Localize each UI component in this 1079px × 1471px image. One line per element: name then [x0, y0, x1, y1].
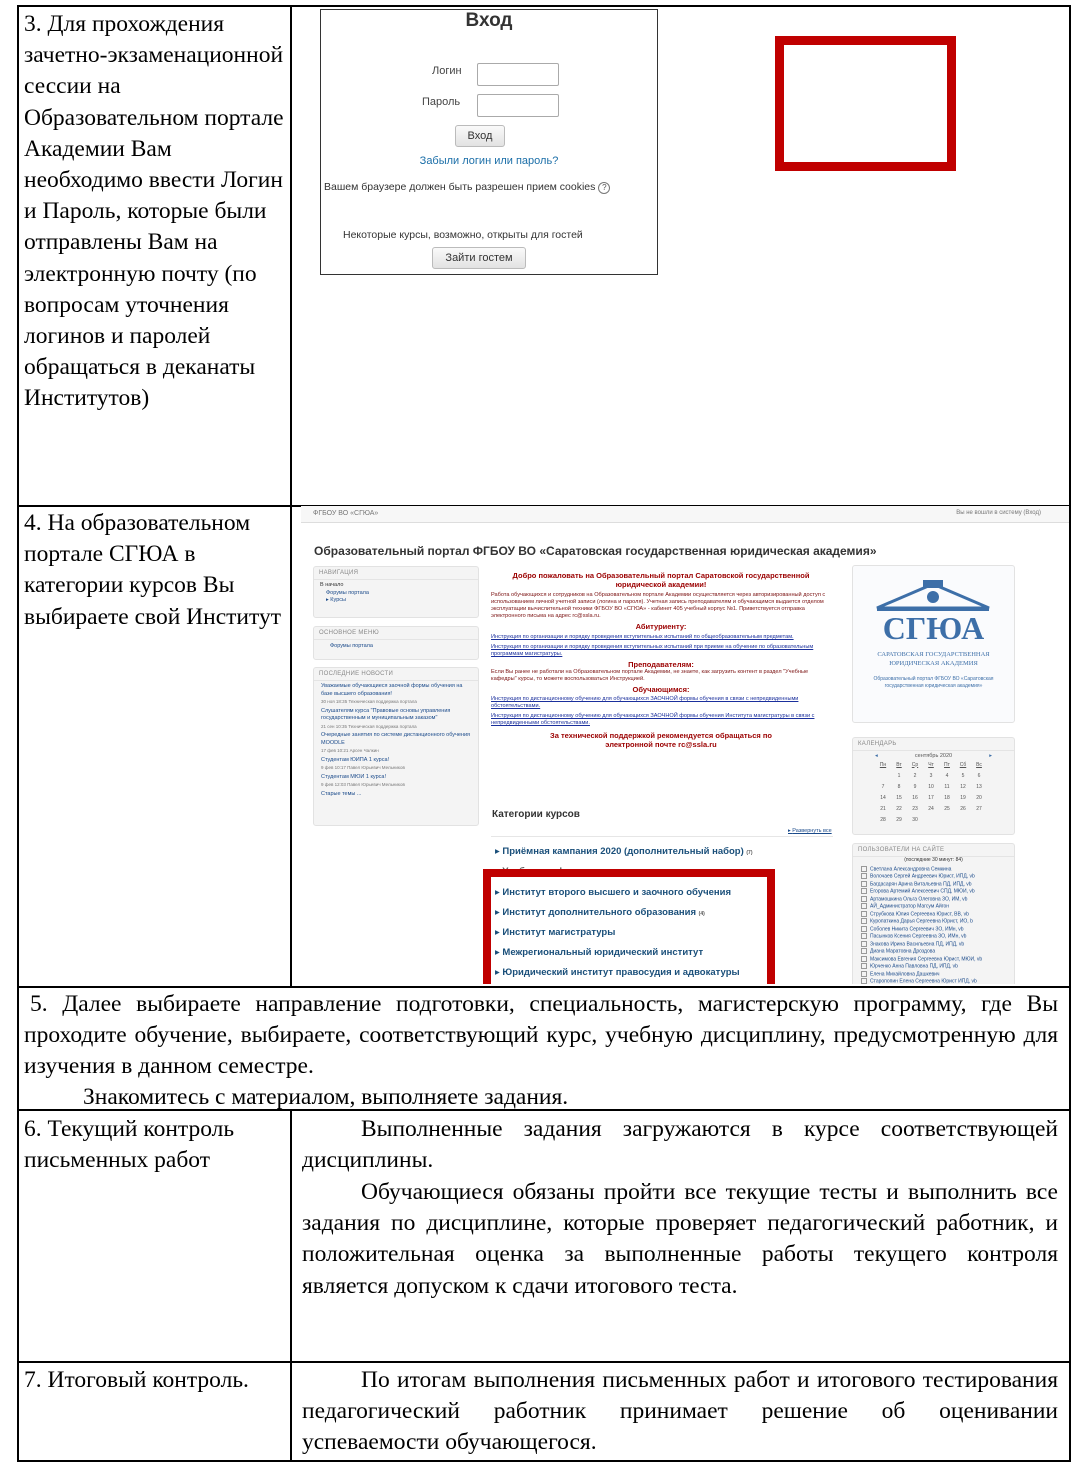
- nav-block: [313, 566, 479, 618]
- online-user-item[interactable]: [861, 956, 1006, 964]
- weekday: Чт: [928, 761, 934, 768]
- categories-divider: [491, 836, 833, 837]
- logo-caption: Образовательный портал ФГБОУ ВО «Саратовская государственная юридическая академия»: [873, 676, 994, 689]
- online-user-item[interactable]: [861, 971, 1006, 979]
- news-block-header: ПОСЛЕДНИЕ НОВОСТИ: [314, 668, 478, 681]
- calendar-day[interactable]: 23: [912, 805, 918, 812]
- online-user-item[interactable]: [861, 933, 1006, 941]
- category-item[interactable]: ▸ Приёмная кампания 2020 (дополнительный набор) (7): [495, 846, 753, 857]
- calendar-day[interactable]: 25: [944, 805, 950, 812]
- online-user-name: Максимова Евгения Сергеевна Юрист, МЮИ, vb: [870, 956, 983, 963]
- calendar-day[interactable]: 26: [960, 805, 966, 812]
- weekday: Пн: [879, 761, 887, 768]
- password-label: Пароль: [422, 96, 461, 108]
- portal-main: [301, 523, 1069, 984]
- table-border-right: [1069, 5, 1071, 1462]
- welcome-section: [491, 571, 831, 749]
- login-input[interactable]: [477, 63, 559, 86]
- portal-topbar-left: ФГБОУ ВО «СГЮА»: [313, 510, 379, 517]
- user-icon: [861, 941, 867, 947]
- category-item[interactable]: ▸ Институт дополнительного образования (4): [495, 907, 705, 918]
- online-user-name: Старопопин Елена Сергеевна Юрист ИПД, vb: [870, 978, 977, 984]
- news-item-meta: 21 сен 10:35 Техническая поддержка портала: [321, 723, 417, 729]
- category-item[interactable]: ▸ Институт второго высшего и заочного обучения: [495, 887, 731, 898]
- logo-block: [852, 565, 1015, 723]
- row5-paragraph-2: Знакомитесь с материалом, выполняете задания.: [83, 1084, 569, 1110]
- calendar-day[interactable]: 29: [896, 816, 902, 823]
- calendar-day[interactable]: 27: [976, 805, 982, 812]
- calendar-day[interactable]: [939, 814, 955, 825]
- online-user-name: Елена Михайловна Дашкевич: [870, 971, 940, 978]
- calendar-day[interactable]: 14: [880, 794, 886, 801]
- calendar-day[interactable]: [955, 814, 971, 825]
- online-user-item[interactable]: [861, 941, 1006, 949]
- user-icon: [861, 948, 867, 954]
- online-user-name: Струбкова Юлия Сергеевна Юрист, ВВ, vb: [870, 911, 969, 918]
- online-user-name: Багдасарян Арина Витальевна ПД, ИПД, vb: [870, 880, 972, 887]
- calendar-day[interactable]: 21: [880, 805, 886, 812]
- calendar-day[interactable]: 4: [945, 772, 949, 779]
- calendar-day[interactable]: 13: [976, 783, 982, 790]
- user-icon: [861, 933, 867, 939]
- table-border-top: [17, 5, 1070, 7]
- academy-logo-icon: [873, 578, 993, 612]
- row6-label: 6. Текущий контроль письменных работ: [24, 1116, 235, 1174]
- row-divider-4-5: [17, 986, 1070, 988]
- online-user-item[interactable]: [861, 948, 1006, 956]
- help-icon[interactable]: ?: [598, 182, 610, 194]
- academy-abbr: СГЮА: [882, 610, 985, 646]
- online-users-subtitle: (последние 30 минут: 84): [904, 857, 963, 863]
- online-user-item[interactable]: [861, 978, 1006, 984]
- calendar-header: КАЛЕНДАРЬ: [853, 738, 1014, 751]
- row-divider-6-7: [17, 1361, 1070, 1363]
- forgot-password-link[interactable]: Забыли логин или пароль?: [419, 155, 559, 167]
- support-note: За технической поддержкой рекомендуется обращаться по электронной почте rc@ssla.ru: [550, 731, 772, 749]
- calendar-day[interactable]: [971, 814, 987, 825]
- online-user-item[interactable]: [861, 881, 1006, 889]
- news-item-title[interactable]: Студентам МЮИ 1 курса!: [321, 773, 387, 780]
- user-icon: [861, 918, 867, 924]
- user-icon: [861, 888, 867, 894]
- welcome-text: Работа обучающихся и сотрудников на Образовательном портале Академии осуществляется через авторизированный доступ с использованием личной учетной записи (логина и пароля). Учетная запись преподавателям и обучающимся выдается отделом эксплуатации вычислительной техники ФГБОУ ВО «СГЮА» - кабинет 405 учебный корпус №1. Приветствуется отправка электронного письма на адрес rc@ssla.ru.: [491, 592, 826, 619]
- calendar-month: сентябрь 2020: [914, 753, 953, 759]
- guest-note: Некоторые курсы, возможно, открыты для гостей: [343, 229, 583, 241]
- weekday: Пт: [944, 761, 950, 768]
- calendar-day[interactable]: [923, 814, 939, 825]
- online-user-item[interactable]: [861, 866, 1006, 874]
- user-icon: [861, 881, 867, 887]
- calendar-day[interactable]: 20: [976, 794, 982, 801]
- calendar-day[interactable]: 7: [881, 783, 885, 790]
- portal-topbar-right[interactable]: Вы не вошли в систему (Вход): [956, 510, 1041, 516]
- category-item[interactable]: ▸ Юридический институт правосудия и адвокатуры: [495, 967, 740, 978]
- news-item-meta: 17 фев 10:21 Арсен Чалкин: [321, 748, 379, 753]
- online-users-list: [853, 865, 1014, 985]
- calendar-day[interactable]: 9: [913, 783, 917, 790]
- calendar-day[interactable]: 10: [928, 783, 934, 790]
- academy-name-1: САРАТОВСКАЯ ГОСУДАРСТВЕННАЯ: [877, 651, 990, 658]
- online-user-name: Куропаткина Дарья Сергеевна Юрист, ИО, b: [870, 918, 973, 925]
- news-older-link[interactable]: Старые темы ...: [321, 790, 362, 797]
- calendar-day[interactable]: 12: [960, 783, 966, 790]
- calendar-day[interactable]: 1: [897, 772, 901, 779]
- portal-screenshot: [301, 506, 1069, 984]
- calendar-day[interactable]: 5: [961, 772, 965, 779]
- news-item-meta: 9 фев 10:17 Павел Юрьевич Мельников: [321, 765, 405, 770]
- online-user-name: Волочаев Сергей Андреевич Юрист, ИПД, vb: [870, 873, 975, 880]
- applicants-link[interactable]: Инструкция по организации и порядку проведения вступительных испытаний при приеме на обучение по образовательным программам магистратуры.: [491, 644, 814, 657]
- calendar-block: [852, 737, 1015, 835]
- categories-heading: Категории курсов: [492, 809, 580, 820]
- portal-title: Образовательный портал ФГБОУ ВО «Саратовская государственная юридическая академия»: [314, 544, 877, 558]
- next-month-icon[interactable]: ▸: [989, 753, 992, 759]
- category-item[interactable]: ▸ Институт магистратуры: [495, 927, 616, 938]
- weekday: Ср: [911, 761, 919, 768]
- calendar-day[interactable]: 17: [928, 794, 934, 801]
- col-divider-1: [290, 5, 292, 987]
- students-link[interactable]: Инструкция по дистанционному обучению для обучающихся ЗАОЧНОЙ формы обучения Института магистратуры в связи с непредвиденными обстоятельствами.: [491, 713, 815, 726]
- calendar-day[interactable]: 6: [977, 772, 981, 779]
- online-user-item[interactable]: [861, 903, 1006, 911]
- calendar-day[interactable]: 30: [912, 816, 918, 823]
- calendar-day[interactable]: [875, 770, 891, 781]
- online-user-item[interactable]: [861, 926, 1006, 934]
- user-icon: [861, 903, 867, 909]
- user-icon: [861, 978, 867, 984]
- user-icon: [861, 896, 867, 902]
- table-border-left: [17, 5, 19, 1462]
- students-link[interactable]: Инструкция по дистанционному обучению для обучающихся ЗАОЧНОЙ формы обучения в связи с непредвиденными обстоятельствами.: [491, 696, 799, 709]
- main-menu-block: [313, 626, 479, 660]
- online-user-name: Диана Маратовна Дроздова: [870, 948, 936, 955]
- calendar-day[interactable]: 24: [928, 805, 934, 812]
- row4-instruction: 4. На образовательном портале СГЮА в категории курсов Вы выбираете свой Институт: [24, 510, 281, 630]
- guest-login-button[interactable]: Зайти гостем: [432, 247, 526, 269]
- table-border-bottom: [17, 1460, 1070, 1462]
- row5-paragraph-1: 5. Далее выбираете направление подготовки, специальность, магистерскую программу, где Вы проходите обучение, выбираете, соответствующий курс, учебную дисциплину, предусмотренную для изучения в данном семестре.: [24, 991, 1058, 1080]
- row6-paragraph-1: Выполненные задания загружаются в курсе соответствующей дисциплины.: [302, 1116, 1058, 1174]
- online-user-item[interactable]: [861, 873, 1006, 881]
- category-item[interactable]: ▸ Межрегиональный юридический институт: [495, 947, 704, 958]
- online-user-name: Артамошкина Ольга Олеговна ЗО, ИМ, vb: [870, 895, 968, 902]
- online-user-name: АЙ_Администратор Магсум Айгон: [870, 903, 950, 910]
- portal-topbar: [301, 506, 1069, 523]
- news-item-meta: 9 фев 12:03 Павел Юрьевич Мельников: [321, 782, 405, 787]
- teachers-text: Если Вы ранее не работали на Образовательном портале Академии, не знаете, как загрузить контент в раздел "Учебные кафедры" курсы, то можете воспользоваться Инструкцией.: [491, 669, 809, 682]
- login-title: Вход: [465, 10, 513, 31]
- nav-item-courses[interactable]: ▸ Курсы: [326, 597, 346, 603]
- online-users-header: ПОЛЬЗОВАТЕЛИ НА САЙТЕ: [853, 844, 1014, 857]
- prev-month-icon[interactable]: ◂: [875, 753, 878, 759]
- online-user-name: Егорова Артемий Алексеевич СПД, МЮИ, vb: [870, 888, 975, 895]
- menu-item-forums[interactable]: Форумы портала: [330, 643, 373, 649]
- online-user-item[interactable]: [861, 911, 1006, 919]
- news-item-title[interactable]: Уважаемые обучающиеся заочной формы обучения на базе высшего образования!: [321, 683, 463, 697]
- weekday: Сб: [959, 761, 967, 768]
- row6-paragraph-2: Обучающиеся обязаны пройти все текущие тесты и выполнить все задания по дисциплине, которые проверяет педагогический работник, и положительная оценка за выполненные работы текущего контроля является допуском к сдачи итогового теста.: [302, 1179, 1058, 1299]
- calendar-grid: [875, 759, 987, 825]
- password-input[interactable]: [477, 94, 559, 117]
- nav-item-home[interactable]: В начало: [320, 582, 344, 588]
- highlight-frame: [775, 36, 956, 171]
- applicants-link[interactable]: Инструкция по организации и порядку проведения вступительных испытаний по общеобразовательным предметам.: [491, 634, 794, 640]
- user-icon: [861, 971, 867, 977]
- cookies-note: [324, 181, 610, 194]
- news-item-meta: 30 ноя 18:35 Техническая поддержка портала: [321, 699, 417, 704]
- calendar-day[interactable]: 16: [912, 794, 918, 801]
- cookies-note-text: Вашем браузере должен быть разрешен прием cookies: [324, 181, 596, 193]
- academy-name-2: ЮРИДИЧЕСКАЯ АКАДЕМИЯ: [889, 660, 978, 667]
- calendar-day[interactable]: 22: [896, 805, 902, 812]
- user-icon: [861, 926, 867, 932]
- login-label: Логин: [432, 65, 462, 77]
- weekday: Вт: [896, 761, 902, 768]
- user-icon: [861, 866, 867, 872]
- login-screenshot: [320, 9, 658, 275]
- user-icon: [861, 963, 867, 969]
- expand-all-link[interactable]: ▸ Развернуть все: [788, 828, 832, 834]
- news-item-title[interactable]: Слушателям курса "Правовые основы управления государственным и муниципальным заказом": [321, 707, 451, 721]
- row3-instruction: 3. Для прохождения зачетно-экзаменационной сессии на Образовательном портале Академии Вам необходимо ввести Логин и Пароль, которые были отправлены Вам на электронную почту (по вопросам уточнения логинов и паролей обращаться в деканаты Институтов): [24, 11, 284, 412]
- user-icon: [861, 911, 867, 917]
- col-divider-2: [290, 1110, 292, 1460]
- user-icon: [861, 956, 867, 962]
- calendar-day[interactable]: 15: [896, 794, 902, 801]
- login-button[interactable]: Вход: [455, 125, 505, 147]
- calendar-day[interactable]: 11: [944, 783, 950, 790]
- students-heading: Обучающимся:: [632, 685, 690, 694]
- online-user-name: Светлана Александровна Семкина: [870, 865, 952, 872]
- online-user-name: Пасынков Ксения Сергеевна ЗО, ИМн, vb: [870, 933, 967, 940]
- calendar-day[interactable]: 2: [913, 772, 917, 779]
- online-user-item[interactable]: [861, 963, 1006, 971]
- nav-item-forums[interactable]: Форумы портала: [326, 589, 369, 596]
- applicants-heading: Абитуриенту:: [635, 622, 687, 631]
- news-item-title[interactable]: Очередные занятия по системе дистанционного обучения MOODLE: [321, 732, 471, 746]
- news-block: [313, 667, 479, 826]
- user-icon: [861, 873, 867, 879]
- nav-block-header: НАВИГАЦИЯ: [314, 567, 478, 580]
- row7-paragraph: По итогам выполнения письменных работ и итогового тестирования педагогический работник принимает решение об оценивании успеваемости обучающегося.: [302, 1367, 1058, 1456]
- calendar-day[interactable]: 18: [944, 794, 950, 801]
- main-menu-header: ОСНОВНОЕ МЕНЮ: [314, 627, 478, 640]
- online-user-name: Знакова Ирина Васильевна ПД, ИПД, vb: [870, 941, 965, 948]
- news-item-title[interactable]: Студентам ЮИПА 1 курса!: [321, 756, 390, 763]
- calendar-day[interactable]: 3: [929, 772, 933, 779]
- online-users-block: [852, 843, 1015, 984]
- calendar-day[interactable]: 28: [880, 816, 886, 823]
- online-user-name: Юрченко Анна Павловна ПД, ИПД, vb: [870, 963, 958, 970]
- teachers-heading: Преподавателям:: [628, 660, 694, 669]
- calendar-day[interactable]: 19: [960, 794, 966, 801]
- calendar-day[interactable]: 8: [897, 783, 901, 790]
- row7-label: 7. Итоговый контроль.: [24, 1367, 249, 1393]
- welcome-title: Добро пожаловать на Образовательный портал Саратовской государственной юридической академии!: [512, 571, 810, 589]
- online-user-name: Соболев Никита Сергеевич ЗО, ИМн, vb: [870, 926, 964, 933]
- online-user-item[interactable]: [861, 918, 1006, 926]
- weekday: Вс: [976, 761, 982, 768]
- online-user-item[interactable]: [861, 888, 1006, 896]
